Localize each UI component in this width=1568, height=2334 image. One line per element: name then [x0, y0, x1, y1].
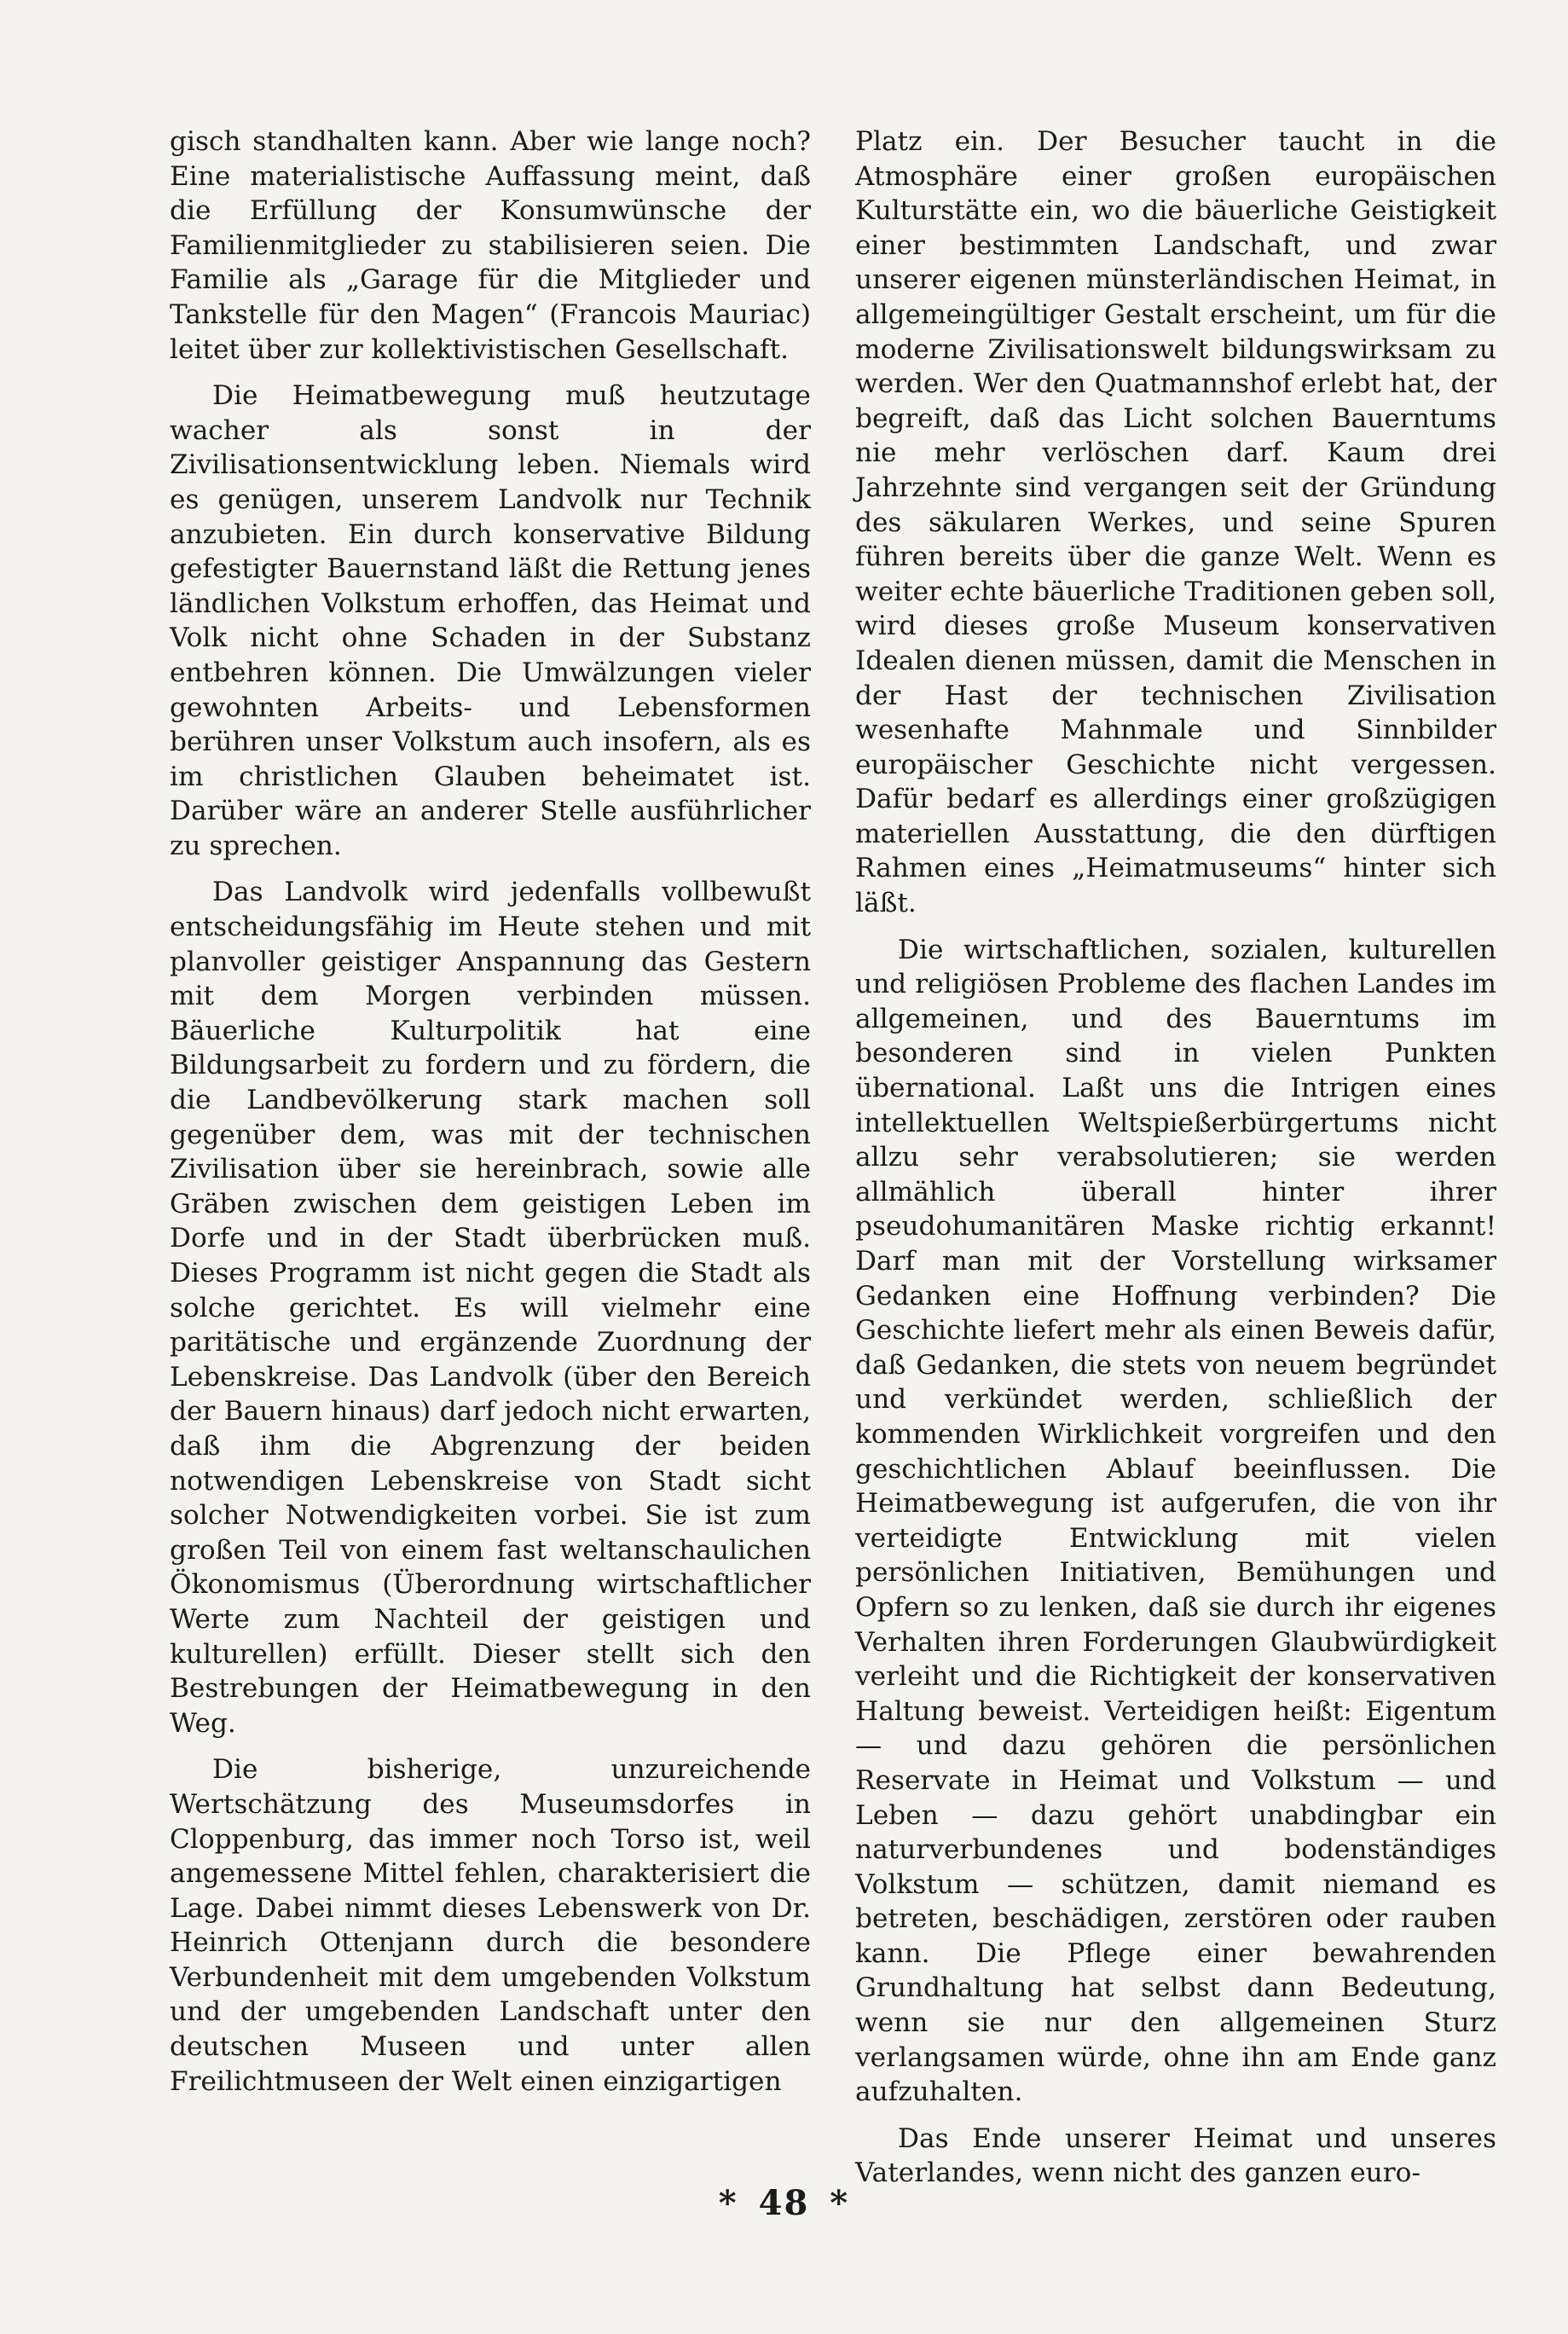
right-text-column	[855, 125, 1496, 2191]
paragraph: Die Heimatbewegung muß heutzutage wacher als sonst in der Zivilisationsentwicklung leben. Niemals wird es genügen, unserem Landvolk nur Technik anzubieten. Ein durch konservative Bildung gefestigter Bauernstand läßt die Rettung jenes ländlichen Volkstum erhoffen, das Heimat und Volk nicht ohne Schaden in der Substanz entbehren können. Die Umwälzungen vieler gewohnten Arbeits- und Lebensformen berühren unser Volkstum auch insofern, als es im christlichen Glauben beheimatet ist. Darüber wäre an anderer Stelle ausführlicher zu sprechen.	[170, 380, 811, 861]
paragraph: Platz ein. Der Besucher taucht in die Atmosphäre einer großen europäischen Kulturstätte ein, wo die bäuerliche Geistigkeit einer bestimmten Landschaft, und zwar unserer eigenen münsterländischen Heimat, in allgemeingültiger Gestalt erscheint, um für die moderne Zivilisationswelt bildungswirksam zu werden. Wer den Quatmannshof erlebt hat, der begreift, daß das Licht solchen Bauerntums nie mehr verlöschen darf. Kaum drei Jahrzehnte sind vergangen seit der Gründung des säkularen Werkes, und seine Spuren führen bereits über die ganze Welt. Wenn es weiter echte bäuerliche Traditionen geben soll, wird dieses große Museum konservativen Idealen dienen müssen, damit die Menschen in der Hast der technischen Zivilisation wesenhafte Mahnmale und Sinnbilder europäischer Geschichte nicht vergessen. Dafür bedarf es allerdings einer großzügigen materiellen Ausstattung, die den dürftigen Rahmen eines „Heimatmuseums“ hinter sich läßt.	[855, 126, 1496, 919]
paragraph: Die bisherige, unzureichende Wertschätzung des Museumsdorfes in Cloppenburg, das immer noch Torso ist, weil angemessene Mittel fehlen, charakterisiert die Lage. Dabei nimmt dieses Lebenswerk von Dr. Heinrich Ottenjann durch die besondere Verbundenheit mit dem umgebenden Volkstum und der umgebenden Landschaft unter den deutschen Museen und unter allen Freilichtmuseen der Welt einen einzigartigen	[170, 1754, 811, 2097]
page-number: 48	[758, 2183, 810, 2223]
paragraph: Das Landvolk wird jedenfalls vollbewußt entscheidungsfähig im Heute stehen und mit planvoller geistiger Anspannung das Gestern mit dem Morgen verbinden müssen. Bäuerliche Kulturpolitik hat eine Bildungsarbeit zu fordern und zu fördern, die die Landbevölkerung stark machen soll gegenüber dem, was mit der technischen Zivilisation über sie hereinbrach, sowie alle Gräben zwischen dem geistigen Leben im Dorfe und in der Stadt überbrücken muß. Dieses Programm ist nicht gegen die Stadt als solche gerichtet. Es will vielmehr eine paritätische und ergänzende Zuordnung der Lebenskreise. Das Landvolk (über den Bereich der Bauern hinaus) darf jedoch nicht erwarten, daß ihm die Abgrenzung der beiden notwendigen Lebenskreise von Stadt sicht solcher Notwendigkeiten vorbei. Sie ist zum großen Teil von einem fast weltanschaulichen Ökonomismus (Überordnung wirtschaftlicher Werte zum Nachteil der geistigen und kulturellen) erfüllt. Dieser stellt sich den Bestrebungen der Heimatbewegung in den Weg.	[170, 877, 811, 1739]
star-ornament-left: *	[718, 2183, 738, 2223]
paragraph: Die wirtschaftlichen, sozialen, kulturellen und religiösen Probleme des flachen Landes im allgemeinen, und des Bauerntums im besonderen sind in vielen Punkten übernational. Laßt uns die Intrigen eines intellektuellen Weltspießerbürgertums nicht allzu sehr verabsolutieren; sie werden allmählich überall hinter ihrer pseudohumanitären Maske richtig erkannt! Darf man mit der Vorstellung wirksamer Gedanken eine Hoffnung verbinden? Die Geschichte liefert mehr als einen Beweis dafür, daß Gedanken, die stets von neuem begründet und verkündet werden, schließlich der kommenden Wirklichkeit vorgreifen und den geschichtlichen Ablauf beeinflussen. Die Heimatbewegung ist aufgerufen, die von ihr verteidigte Entwicklung mit vielen persönlichen Initiativen, Bemühungen und Opfern so zu lenken, daß sie durch ihr eigenes Verhalten ihren Forderungen Glaubwürdigkeit verleiht und die Richtigkeit der konservativen Haltung beweist. Verteidigen heißt: Eigentum — und dazu gehören die persönlichen Reservate in Heimat und Volkstum — und Leben — dazu gehört unabdingbar ein naturverbundenes und bodenständiges Volkstum — schützen, damit niemand es betreten, beschädigen, zerstören oder rauben kann. Die Pflege einer bewahrenden Grundhaltung hat selbst dann Bedeutung, wenn sie nur den allgemeinen Sturz verlangsamen würde, ohne ihn am Ende ganz aufzuhalten.	[855, 934, 1496, 2108]
star-ornament-right: *	[830, 2183, 850, 2223]
paragraph: Das Ende unserer Heimat und unseres Vaterlandes, wenn nicht des ganzen euro-	[855, 2123, 1496, 2189]
left-text-column	[170, 125, 811, 2099]
paragraph: gisch standhalten kann. Aber wie lange noch? Eine materialistische Auffassung meint, daß die Erfüllung der Konsumwünsche der Familienmitglieder zu stabilisieren seien. Die Familie als „Garage für die Mitglieder und Tankstelle für den Magen“ (Francois Mauriac) leitet über zur kollektivistischen Gesellschaft.	[170, 126, 811, 365]
page-number-footer	[0, 2183, 1568, 2223]
